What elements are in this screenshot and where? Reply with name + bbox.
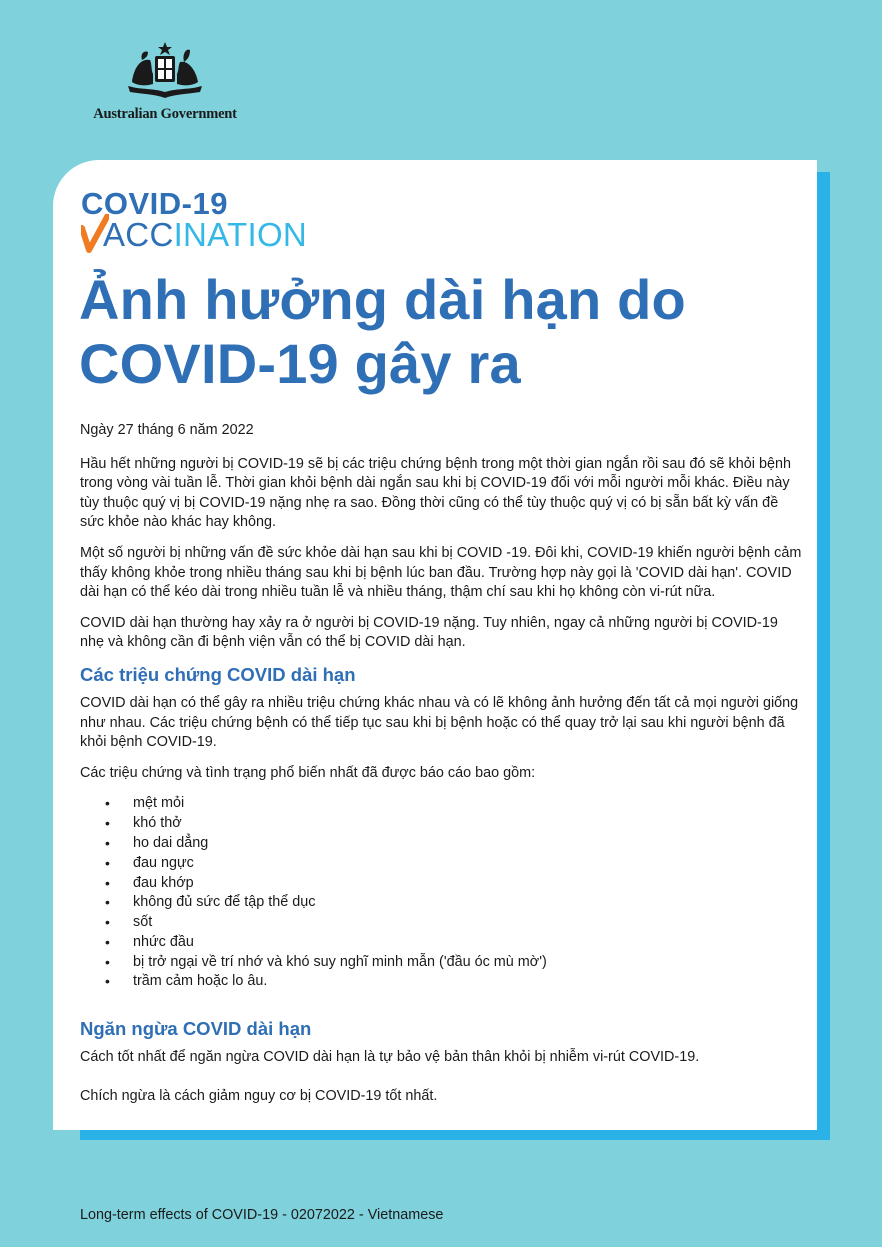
document-body — [80, 421, 805, 1117]
symptoms-list — [80, 794, 805, 992]
intro-paragraph-1: Hầu hết những người bị COVID-19 sẽ bị các triệu chứng bệnh trong một thời gian ngắn rồi sau đó sẽ khỏi bệnh trong vòng vài tuần lễ. Thời gian khỏi bệnh dài ngắn sau khi bị COVID-19 đối với mỗi người mỗi khác. Điều này tùy thuộc quý vị bị COVID-19 nặng nhẹ ra sao. Đồng thời cũng có thể tùy thuộc quý vị có bị sẵn bất kỳ vấn đề sức khỏe nào khác hay không. — [80, 455, 791, 531]
government-name: Australian Government — [93, 106, 237, 122]
symptoms-paragraph-1: COVID dài hạn có thể gây ra nhiều triệu chứng khác nhau và có lẽ không ảnh hưởng đến tất cả mọi người giống như nhau. Các triệu chứng bệnh có thể tiếp tục sau khi bị bệnh hoặc có thể quay trở lại sau khi người bệnh đã khỏi bệnh COVID-19. — [80, 694, 799, 751]
list-item: • bị trở ngại về trí nhớ và khó suy nghĩ minh mẫn ('đầu óc mù mờ') — [80, 953, 805, 973]
list-item: • đau ngực — [80, 854, 805, 874]
symptoms-paragraph-2: Các triệu chứng và tình trạng phổ biến nhất đã được báo cáo bao gồm: — [80, 764, 536, 781]
intro-paragraph-2: Một số người bị những vấn đề sức khỏe dài hạn sau khi bị COVID -19. Đôi khi, COVID-19 khiến người bệnh cảm thấy không khỏe trong nhiều tháng sau khi bị bệnh lúc ban đầu. Trường hợp này gọi là 'COVID dài hạn'. COVID dài hạn có thể kéo dài trong nhiều tuần lễ và nhiều tháng, thậm chí sau khi họ không còn vi-rút nữa. — [80, 544, 802, 601]
list-item: • sốt — [80, 913, 805, 933]
list-item: • mệt mỏi — [80, 794, 805, 814]
page-title: Ảnh hưởng dài hạn do COVID-19 gây ra — [79, 268, 686, 395]
footer-text: Long-term effects of COVID-19 - 02072022 - Vietnamese — [80, 1207, 444, 1223]
coat-of-arms-icon — [122, 40, 208, 102]
logo-line1: COVID-19 — [81, 186, 228, 221]
logo-line2-part2: INATION — [173, 216, 308, 253]
content-card — [53, 160, 817, 1130]
list-item: • không đủ sức để tập thể dục — [80, 893, 805, 913]
symptoms-heading: Các triệu chứng COVID dài hạn — [80, 663, 356, 685]
prevention-paragraph-1: Cách tốt nhất để ngăn ngừa COVID dài hạn là tự bảo vệ bản thân khỏi bị nhiễm vi-rút COVID-19. — [80, 1049, 700, 1066]
logo-line2-part1: ACC — [103, 216, 174, 253]
government-header — [80, 40, 250, 123]
list-item: • trầm cảm hoặc lo âu. — [80, 972, 805, 992]
list-item: • đau khớp — [80, 874, 805, 894]
intro-paragraph-3: COVID dài hạn thường hay xảy ra ở người bị COVID-19 nặng. Tuy nhiên, ngay cả những người bị COVID-19 nhẹ và không cần đi bệnh viện vẫn có thể bị COVID dài hạn. — [80, 614, 778, 651]
publication-date: Ngày 27 tháng 6 năm 2022 — [80, 422, 254, 438]
list-item: • nhức đầu — [80, 933, 805, 953]
list-item: • ho dai dẳng — [80, 834, 805, 854]
prevention-heading: Ngăn ngừa COVID dài hạn — [80, 1018, 312, 1040]
prevention-paragraph-2: Chích ngừa là cách giảm nguy cơ bị COVID-19 tốt nhất. — [80, 1087, 438, 1104]
logo-line2 — [103, 218, 307, 252]
list-item: • khó thở — [80, 814, 805, 834]
covid-vaccination-logo — [81, 188, 341, 252]
